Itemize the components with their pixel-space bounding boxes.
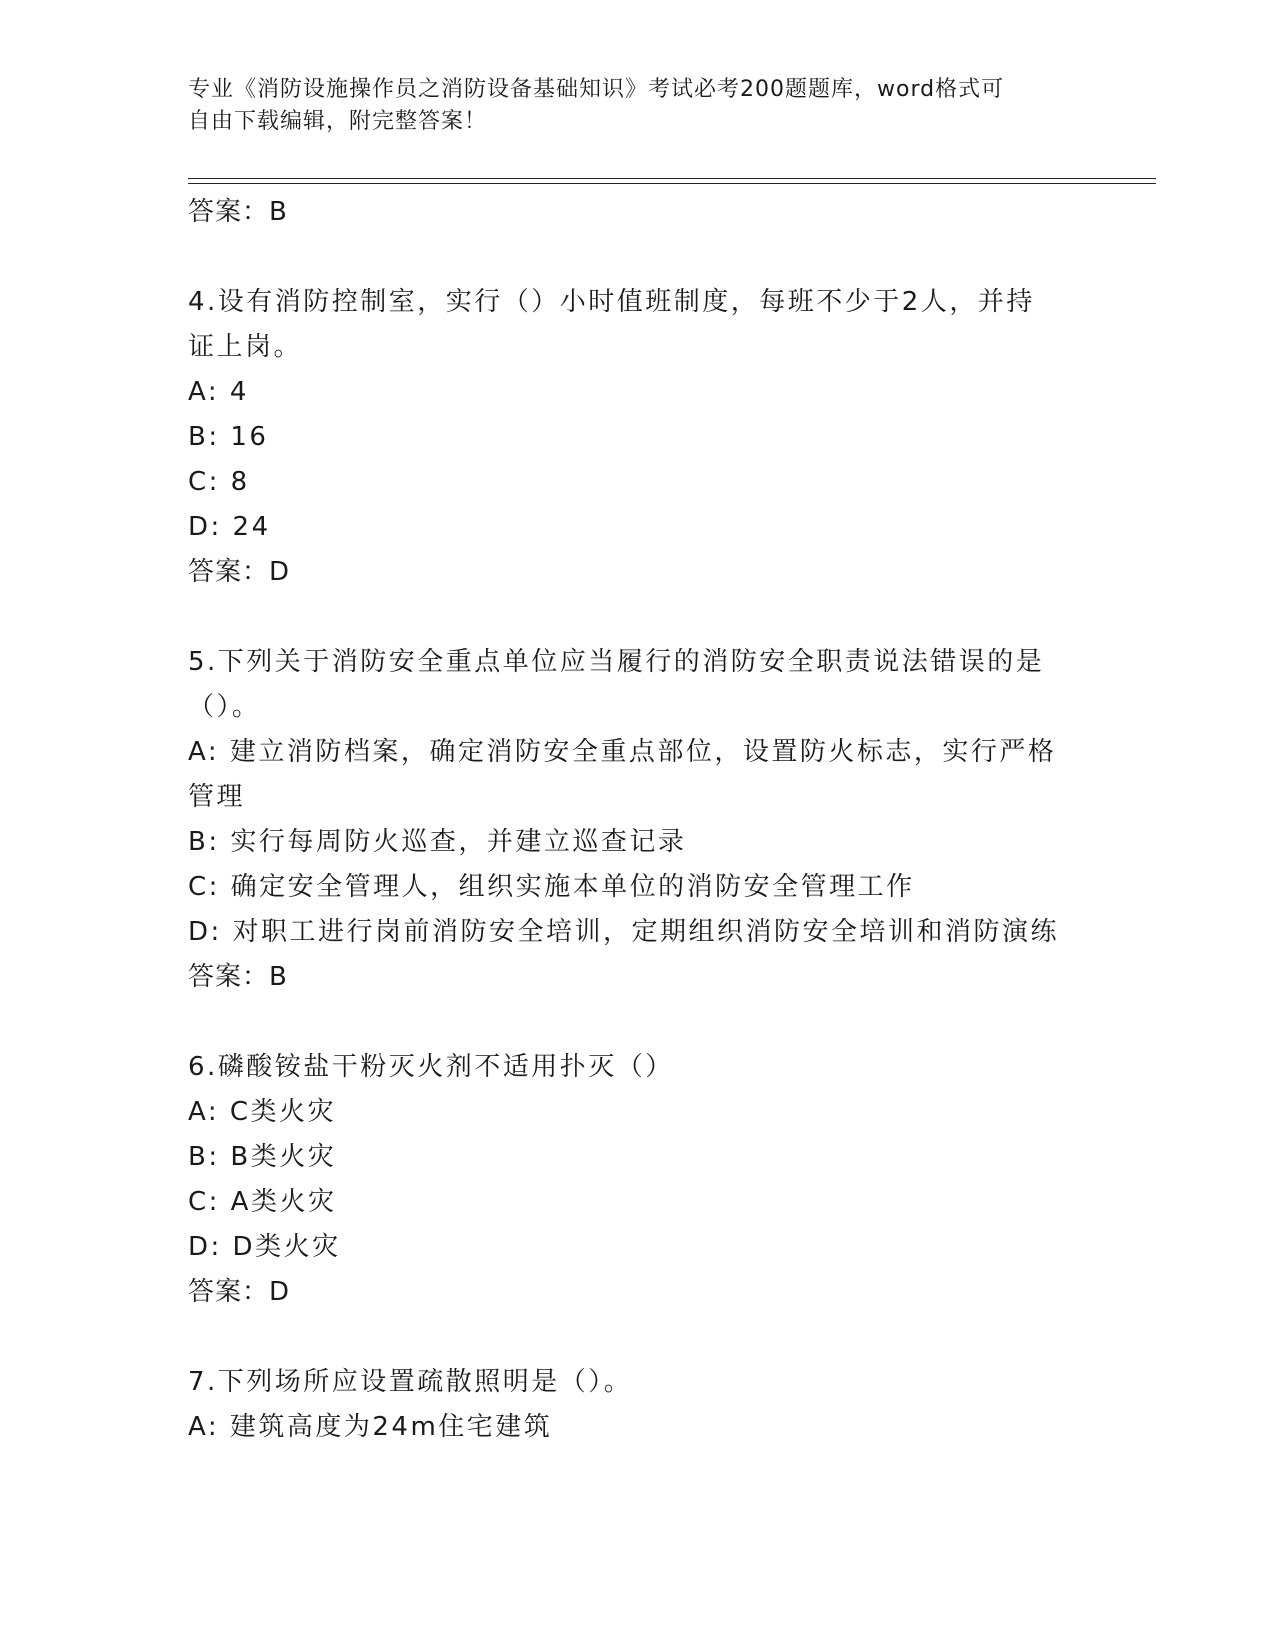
header-line-2: 自由下载编辑，附完整答案！ (188, 109, 488, 134)
option-a: A: 建立消防档案，确定消防安全重点部位，设置防火标志，实行严格 (188, 737, 1057, 767)
question-stem: 7.下列场所应设置疏散照明是（）。 (188, 1367, 633, 1397)
option-b: B: 实行每周防火巡查，并建立巡查记录 (188, 827, 687, 857)
option-c: C: 确定安全管理人，组织实施本单位的消防安全管理工作 (188, 872, 915, 902)
option-a: A: C类火灾 (188, 1097, 337, 1127)
document-header (188, 74, 1068, 138)
option-b: B: 16 (188, 422, 269, 452)
spacer (188, 1315, 1088, 1360)
header-line-1: 专业《消防设施操作员之消防设备基础知识》考试必考200题题库，word格式可 (188, 77, 1005, 102)
question-stem: 5.下列关于消防安全重点单位应当履行的消防安全职责说法错误的是 (188, 647, 1045, 677)
option-b: B: B类火灾 (188, 1142, 337, 1172)
option-d: D: D类火灾 (188, 1232, 341, 1262)
header-divider-bottom (188, 183, 1156, 184)
answer: 答案：D (188, 557, 291, 587)
option-c: C: A类火灾 (188, 1187, 337, 1217)
option-a: A: 建筑高度为24m住宅建筑 (188, 1412, 553, 1442)
option-a-continued: 管理 (188, 782, 246, 812)
question-stem-continued: 证上岗。 (188, 332, 303, 362)
spacer (188, 235, 1088, 280)
document-body (188, 190, 1088, 1450)
question-6 (188, 1045, 1088, 1315)
question-stem: 4.设有消防控制室，实行（）小时值班制度，每班不少于2人，并持 (188, 287, 1035, 317)
option-d: D: 24 (188, 512, 271, 542)
question-stem-continued: （）。 (188, 692, 261, 722)
answer: 答案：B (188, 962, 288, 992)
question-5 (188, 640, 1088, 1000)
header-divider-top (188, 178, 1156, 179)
spacer (188, 1000, 1088, 1045)
option-d: D: 对职工进行岗前消防安全培训，定期组织消防安全培训和消防演练 (188, 917, 1060, 947)
question-4 (188, 280, 1088, 595)
answer: 答案：D (188, 1277, 291, 1307)
option-a: A: 4 (188, 377, 249, 407)
question-7 (188, 1360, 1088, 1450)
previous-answer: 答案：B (188, 197, 288, 227)
option-c: C: 8 (188, 467, 250, 497)
question-stem: 6.磷酸铵盐干粉灭火剂不适用扑灭（） (188, 1052, 674, 1082)
spacer (188, 595, 1088, 640)
